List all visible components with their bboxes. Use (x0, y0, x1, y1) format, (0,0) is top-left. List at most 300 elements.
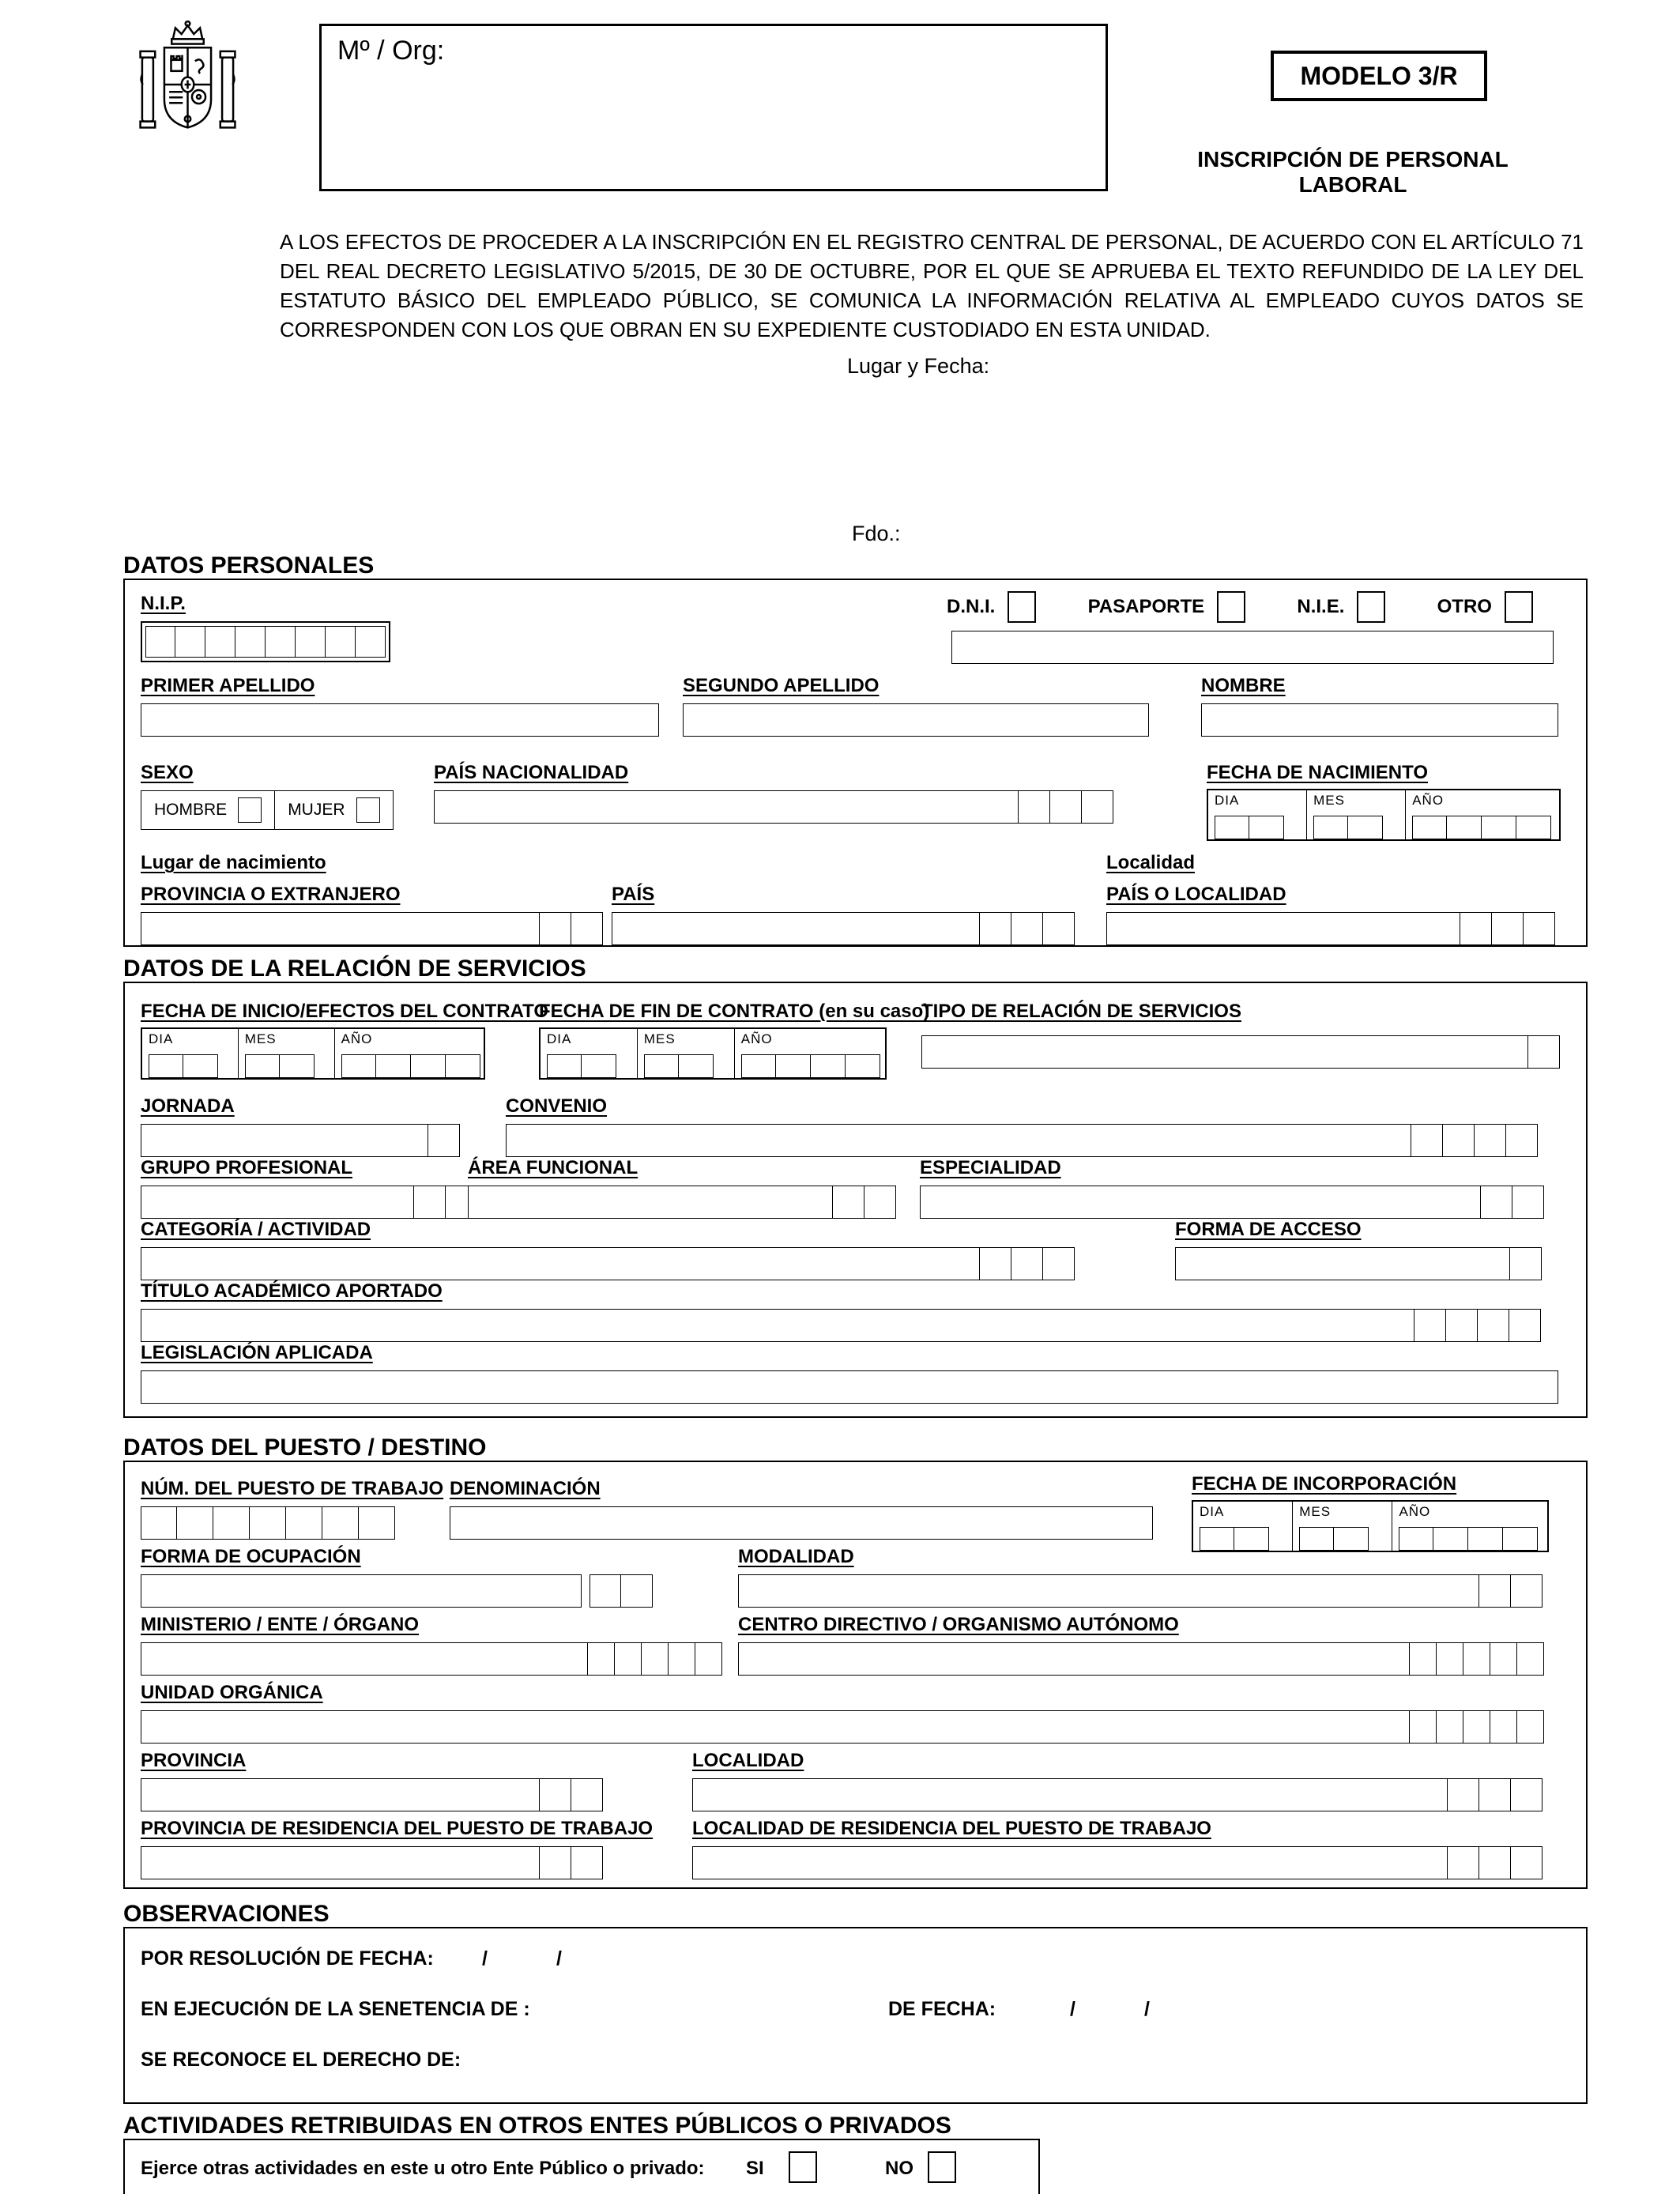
field-centro-directivo (738, 1614, 1544, 1676)
date-mes-cells (245, 1054, 334, 1078)
field-pais (612, 884, 1075, 945)
date-dia-cell[interactable] (582, 1054, 616, 1078)
date-ano-cell[interactable] (446, 1054, 480, 1078)
area-funcional-label: ÁREA FUNCIONAL (468, 1157, 638, 1178)
ministerio-code-cell[interactable] (642, 1642, 669, 1676)
field-tipo-relacion (921, 1001, 1560, 1069)
num-puesto-cell[interactable] (177, 1506, 213, 1540)
field-segundo-apellido (683, 675, 1149, 737)
jornada-input[interactable] (141, 1124, 428, 1157)
date-dia-group (142, 1029, 239, 1078)
section-observaciones (123, 1902, 1592, 2104)
forma-acceso-input[interactable] (1175, 1247, 1510, 1280)
date-mes-label: MES (1299, 1504, 1332, 1519)
field-fecha-fin (539, 1001, 929, 1080)
primer-apellido-input[interactable] (141, 703, 659, 737)
categoria-code-cell[interactable] (980, 1247, 1011, 1280)
actividades-question-label: Ejerce otras actividades en este u otro Ente Público o privado: (141, 2158, 705, 2179)
section-title-observaciones: OBSERVACIONES (123, 1901, 330, 1927)
provincia-residencia-code-cell[interactable] (571, 1846, 603, 1879)
date-ano-group (1406, 790, 1559, 839)
date-ano-label: AÑO (1399, 1504, 1431, 1519)
date-dia-group (1193, 1502, 1293, 1551)
date-mes-label: MES (643, 1031, 676, 1046)
jornada-code-cell[interactable] (428, 1124, 460, 1157)
fecha-incorporacion-label: FECHA DE INCORPORACIÓN (1192, 1473, 1457, 1495)
pais-label: PAÍS (612, 884, 655, 905)
grupo-profesional-label: GRUPO PROFESIONAL (141, 1157, 353, 1178)
num-puesto-cell[interactable] (322, 1506, 359, 1540)
segundo-apellido-input[interactable] (683, 703, 1149, 737)
field-ministerio (141, 1614, 722, 1676)
doc-type-nie (1297, 591, 1385, 623)
localidad-residencia-code-cells (1448, 1846, 1543, 1879)
centro-directivo-code-cell[interactable] (1517, 1642, 1544, 1676)
forma-ocupacion-input[interactable] (141, 1574, 582, 1608)
date-mes-label: MES (244, 1031, 277, 1046)
provincia-puesto-code-cell[interactable] (571, 1778, 603, 1811)
tipo-relacion-code-cell[interactable] (1528, 1035, 1560, 1069)
form-body (123, 553, 1592, 2194)
date-dia-cell[interactable] (1249, 816, 1284, 839)
date-ano-cell[interactable] (1516, 816, 1551, 839)
pais-code-cell[interactable] (980, 912, 1011, 945)
date-mes-label: MES (1313, 793, 1345, 808)
field-especialidad (920, 1157, 1544, 1219)
date-mes-cell[interactable] (679, 1054, 714, 1078)
date-ano-label: AÑO (740, 1031, 773, 1046)
categoria-actividad-input[interactable] (141, 1247, 980, 1280)
no-checkbox[interactable] (928, 2151, 956, 2183)
doc-type-row (947, 591, 1533, 623)
date-ano-cell[interactable] (846, 1054, 880, 1078)
localidad-residencia-code-cell[interactable] (1511, 1846, 1543, 1879)
categoria-actividad-label: CATEGORÍA / ACTIVIDAD (141, 1219, 371, 1240)
date-dia-label: DIA (1200, 1504, 1225, 1519)
doc-type-otro (1437, 591, 1533, 623)
pais-nacionalidad-label: PAÍS NACIONALIDAD (434, 762, 629, 783)
centro-directivo-code-cell[interactable] (1437, 1642, 1463, 1676)
date-dia-cells (149, 1054, 238, 1078)
jornada-code-cells (428, 1124, 460, 1157)
nip-digit-cell[interactable] (326, 626, 356, 658)
section-relacion-servicios (123, 956, 1592, 1418)
convenio-code-cell[interactable] (1506, 1124, 1538, 1157)
centro-directivo-code-cell[interactable] (1463, 1642, 1490, 1676)
date-mes-group (239, 1029, 335, 1078)
pasaporte-checkbox[interactable] (1217, 591, 1245, 623)
date-mes-cell[interactable] (1348, 816, 1383, 839)
no-label: NO (885, 2158, 913, 2179)
modalidad-code-cells (1479, 1574, 1543, 1608)
localidad-residencia-label: LOCALIDAD DE RESIDENCIA DEL PUESTO DE TRABAJO (692, 1818, 1211, 1839)
pais-input[interactable] (612, 912, 980, 945)
especialidad-input[interactable] (920, 1186, 1481, 1219)
field-fecha-inicio (141, 1001, 548, 1080)
provincia-residencia-code-cell[interactable] (540, 1846, 571, 1879)
titulo-academico-code-cell[interactable] (1414, 1309, 1446, 1342)
localidad-puesto-label: LOCALIDAD (692, 1750, 804, 1771)
fecha-fin-label: FECHA DE FIN DE CONTRATO (en su caso) (539, 1001, 930, 1022)
pais-code-cell[interactable] (1043, 912, 1075, 945)
ministerio-code-cells (588, 1642, 722, 1676)
grupo-profesional-input[interactable] (141, 1186, 414, 1219)
convenio-label: CONVENIO (506, 1095, 608, 1117)
localidad-residencia-code-cell[interactable] (1479, 1846, 1511, 1879)
field-pais-localidad (1106, 884, 1555, 945)
field-localidad-puesto (692, 1750, 1543, 1811)
sexo-label: SEXO (141, 762, 194, 783)
pais-nacionalidad-code-cells (1019, 790, 1113, 824)
pais-nacionalidad-input[interactable] (434, 790, 1019, 824)
especialidad-code-cell[interactable] (1512, 1186, 1544, 1219)
otro-label: OTRO (1437, 596, 1492, 617)
provincia-puesto-input[interactable] (141, 1778, 540, 1811)
doc-type-dni (947, 591, 1036, 623)
provincia-puesto-label: PROVINCIA (141, 1750, 247, 1771)
fecha-fin-datebox (539, 1027, 887, 1080)
si-checkbox[interactable] (789, 2151, 817, 2183)
section-datos-personales (123, 553, 1592, 947)
model-badge (1271, 51, 1487, 101)
forma-ocupacion-code-cell[interactable] (590, 1574, 621, 1608)
field-num-puesto (141, 1478, 443, 1540)
unidad-organica-label: UNIDAD ORGÁNICA (141, 1682, 323, 1703)
field-provincia-puesto (141, 1750, 603, 1811)
provincia-residencia-input[interactable] (141, 1846, 540, 1879)
field-categoria-actividad (141, 1219, 1075, 1280)
date-dia-cell[interactable] (183, 1054, 218, 1078)
jornada-label: JORNADA (141, 1095, 235, 1117)
field-fecha-nacimiento (1207, 762, 1561, 841)
date-mes-cell[interactable] (1313, 816, 1348, 839)
date-ano-cell[interactable] (1447, 816, 1482, 839)
forma-ocupacion-code-cells (590, 1574, 653, 1608)
pais-nacionalidad-code-cell[interactable] (1082, 790, 1113, 824)
ministerio-code-cell[interactable] (669, 1642, 695, 1676)
nip-digit-cell[interactable] (145, 626, 175, 658)
forma-acceso-code-cell[interactable] (1510, 1247, 1542, 1280)
provincia-extranjero-label: PROVINCIA O EXTRANJERO (141, 884, 401, 905)
field-convenio (506, 1095, 1538, 1157)
pais-localidad-code-cell[interactable] (1492, 912, 1524, 945)
lugar-nacimiento-label: Lugar de nacimiento (141, 852, 326, 873)
date-ano-cell[interactable] (376, 1054, 411, 1078)
date-ano-group (735, 1029, 885, 1078)
fecha-inicio-label: FECHA DE INICIO/EFECTOS DEL CONTRATO (141, 1001, 549, 1022)
unidad-organica-code-cell[interactable] (1463, 1710, 1490, 1744)
pais-localidad-code-cells (1460, 912, 1555, 945)
nie-label: N.I.E. (1297, 596, 1345, 617)
date-dia-cell[interactable] (1215, 816, 1249, 839)
ministerio-code-cell[interactable] (695, 1642, 722, 1676)
ejecucion-sentencia-label: EN EJECUCIÓN DE LA SENETENCIA DE : (141, 1998, 530, 2020)
section-title-actividades: ACTIVIDADES RETRIBUIDAS EN OTROS ENTES PÚBLICOS O PRIVADOS (123, 2113, 951, 2139)
datos-personales-box (123, 579, 1588, 947)
nip-digit-cell[interactable] (205, 626, 235, 658)
field-forma-acceso (1175, 1219, 1542, 1280)
ministerio-code-cell[interactable] (588, 1642, 615, 1676)
convenio-code-cell[interactable] (1443, 1124, 1475, 1157)
hombre-label: HOMBRE (154, 801, 228, 819)
tipo-relacion-label: TIPO DE RELACIÓN DE SERVICIOS (921, 1001, 1241, 1022)
date-dia-label: DIA (149, 1031, 174, 1046)
observaciones-box (123, 1927, 1588, 2104)
nie-checkbox[interactable] (1357, 591, 1385, 623)
unidad-organica-code-cell[interactable] (1490, 1710, 1517, 1744)
unidad-organica-code-cell[interactable] (1410, 1710, 1437, 1744)
date-dia-cells (547, 1054, 637, 1078)
mujer-checkbox[interactable] (356, 797, 380, 823)
date-ano-cell[interactable] (411, 1054, 446, 1078)
ministerio-input[interactable] (141, 1642, 588, 1676)
localidad-label: Localidad (1106, 852, 1196, 873)
date-ano-cells (1412, 816, 1559, 839)
legislacion-label: LEGISLACIÓN APLICADA (141, 1342, 373, 1363)
area-funcional-input[interactable] (468, 1186, 833, 1219)
de-fecha-slash-1: / (1070, 1998, 1075, 2020)
pais-nacionalidad-code-cell[interactable] (1050, 790, 1082, 824)
nip-digit-cell[interactable] (356, 626, 386, 658)
date-mes-group (1307, 790, 1406, 839)
denominacion-input[interactable] (450, 1506, 1153, 1540)
form-title: INSCRIPCIÓN DE PERSONAL LABORAL (1197, 147, 1509, 197)
categoria-code-cells (980, 1247, 1075, 1280)
localidad-puesto-code-cell[interactable] (1511, 1778, 1543, 1811)
sexo-option-mujer (274, 791, 392, 829)
provincia-residencia-code-cells (540, 1846, 603, 1879)
date-ano-cell[interactable] (341, 1054, 376, 1078)
pais-nacionalidad-code-cell[interactable] (1019, 790, 1050, 824)
date-dia-cell[interactable] (149, 1054, 183, 1078)
spain-coat-of-arms-icon (138, 21, 237, 151)
categoria-code-cell[interactable] (1043, 1247, 1075, 1280)
provincia-puesto-code-cells (540, 1778, 603, 1811)
date-mes-group (638, 1029, 735, 1078)
model-badge-text: MODELO 3/R (1300, 61, 1458, 90)
field-nombre (1201, 675, 1558, 737)
titulo-academico-label: TÍTULO ACADÉMICO APORTADO (141, 1280, 443, 1302)
num-puesto-cells (141, 1506, 395, 1540)
nip-cells (141, 621, 390, 662)
field-area-funcional (468, 1157, 896, 1219)
area-funcional-code-cell[interactable] (833, 1186, 864, 1219)
num-puesto-cell[interactable] (359, 1506, 395, 1540)
si-label: SI (746, 2158, 764, 2179)
doc-type-pasaporte (1088, 591, 1246, 623)
forma-acceso-label: FORMA DE ACCESO (1175, 1219, 1362, 1240)
nombre-input[interactable] (1201, 703, 1558, 737)
modalidad-code-cell[interactable] (1511, 1574, 1543, 1608)
area-funcional-code-cell[interactable] (864, 1186, 896, 1219)
field-legislacion (141, 1342, 1558, 1404)
date-ano-label: AÑO (1412, 793, 1445, 808)
fecha-nacimiento-datebox (1207, 789, 1561, 841)
unidad-organica-code-cell[interactable] (1517, 1710, 1544, 1744)
date-ano-cell[interactable] (1412, 816, 1447, 839)
puesto-destino-box (123, 1461, 1588, 1889)
num-puesto-cell[interactable] (213, 1506, 250, 1540)
convenio-code-cells (1411, 1124, 1538, 1157)
tipo-relacion-input[interactable] (921, 1035, 1528, 1069)
num-puesto-cell[interactable] (286, 1506, 322, 1540)
legal-text: A LOS EFECTOS DE PROCEDER A LA INSCRIPCIÓN EN EL REGISTRO CENTRAL DE PERSONAL, DE ACUERDO CON EL ARTÍCULO 71 DEL REAL DECRETO LEGISLATIVO 5/2015, DE 30 DE OCTUBRE, POR EL QUE SE APRUEBA EL TEXTO REFUNDIDO DE LA LEY DEL ESTATUTO BÁSICO DEL EMPLEADO PÚBLICO, SE COMUNICA LA INFORMACIÓN RELATIVA AL EMPLEADO CUYOS DATOS SE CORRESPONDEN CON LOS QUE OBRAN EN SU EXPEDIENTE CUSTODIADO EN ESTA UNIDAD. (280, 230, 1584, 341)
centro-directivo-label: CENTRO DIRECTIVO / ORGANISMO AUTÓNOMO (738, 1614, 1179, 1635)
segundo-apellido-label: SEGUNDO APELLIDO (683, 675, 880, 696)
sexo-option-hombre (141, 791, 274, 829)
provincia-puesto-code-cell[interactable] (540, 1778, 571, 1811)
date-dia-label: DIA (1215, 793, 1240, 808)
num-puesto-label: NÚM. DEL PUESTO DE TRABAJO (141, 1478, 444, 1499)
date-ano-group (335, 1029, 484, 1078)
date-mes-cells (1313, 816, 1405, 839)
provincia-residencia-label: PROVINCIA DE RESIDENCIA DEL PUESTO DE TRABAJO (141, 1818, 654, 1839)
pais-localidad-label: PAÍS O LOCALIDAD (1106, 884, 1286, 905)
date-mes-group (1293, 1502, 1392, 1551)
nip-digit-cell[interactable] (175, 626, 205, 658)
num-puesto-cell[interactable] (141, 1506, 177, 1540)
fecha-inicio-datebox (141, 1027, 485, 1080)
unidad-organica-code-cell[interactable] (1437, 1710, 1463, 1744)
field-unidad-organica (141, 1682, 1544, 1744)
date-dia-group (1208, 790, 1307, 839)
area-funcional-code-cells (833, 1186, 896, 1219)
forma-acceso-code-cells (1510, 1247, 1542, 1280)
date-ano-label: AÑO (341, 1031, 373, 1046)
date-ano-cell[interactable] (776, 1054, 811, 1078)
centro-directivo-code-cell[interactable] (1410, 1642, 1437, 1676)
provincia-extranjero-code-cell[interactable] (571, 912, 603, 945)
pasaporte-label: PASAPORTE (1087, 596, 1205, 617)
relacion-servicios-box (123, 982, 1588, 1418)
nip-digit-cell[interactable] (235, 626, 266, 658)
signature-label: Fdo.: (852, 522, 901, 545)
titulo-academico-code-cell[interactable] (1446, 1309, 1478, 1342)
provincia-extranjero-code-cell[interactable] (540, 912, 571, 945)
place-date-label: Lugar y Fecha: (847, 354, 990, 378)
ministerio-code-cell[interactable] (615, 1642, 642, 1676)
modalidad-label: MODALIDAD (738, 1546, 854, 1567)
section-puesto-destino (123, 1435, 1592, 1889)
convenio-code-cell[interactable] (1411, 1124, 1443, 1157)
dni-checkbox[interactable] (1008, 591, 1036, 623)
field-primer-apellido (141, 675, 659, 737)
resolucion-slash-1: / (482, 1947, 488, 1970)
tipo-relacion-code-cells (1528, 1035, 1560, 1069)
forma-ocupacion-code-cell[interactable] (621, 1574, 653, 1608)
doc-number-input[interactable] (951, 631, 1554, 664)
field-modalidad (738, 1546, 1543, 1608)
field-grupo-profesional (141, 1157, 477, 1219)
nip-digit-cell[interactable] (266, 626, 296, 658)
date-dia-cell[interactable] (547, 1054, 582, 1078)
centro-directivo-input[interactable] (738, 1642, 1410, 1676)
convenio-input[interactable] (506, 1124, 1411, 1157)
fecha-incorporacion-datebox (1192, 1500, 1549, 1552)
ministerio-label: MINISTERIO / ENTE / ÓRGANO (141, 1614, 420, 1635)
date-dia-group (541, 1029, 638, 1078)
unidad-organica-code-cells (1410, 1710, 1544, 1744)
localidad-residencia-input[interactable] (692, 1846, 1448, 1879)
ministry-org-box[interactable] (319, 24, 1108, 191)
fecha-nacimiento-label: FECHA DE NACIMIENTO (1207, 762, 1429, 783)
centro-directivo-code-cell[interactable] (1490, 1642, 1517, 1676)
centro-directivo-code-cells (1410, 1642, 1544, 1676)
localidad-puesto-code-cell[interactable] (1479, 1778, 1511, 1811)
date-ano-cells (341, 1054, 484, 1078)
unidad-organica-input[interactable] (141, 1710, 1410, 1744)
date-ano-group (1392, 1502, 1547, 1551)
modalidad-code-cell[interactable] (1479, 1574, 1511, 1608)
modalidad-input[interactable] (738, 1574, 1479, 1608)
reconoce-derecho-label: SE RECONOCE EL DERECHO DE: (141, 2049, 461, 2071)
section-actividades (123, 2113, 1592, 2194)
provincia-extranjero-code-cells (540, 912, 603, 945)
date-ano-cells (741, 1054, 885, 1078)
localidad-puesto-code-cell[interactable] (1448, 1778, 1479, 1811)
date-dia-label: DIA (547, 1031, 572, 1046)
pais-localidad-input[interactable] (1106, 912, 1460, 945)
mujer-label: MUJER (288, 801, 345, 819)
field-jornada (141, 1095, 460, 1157)
hombre-checkbox[interactable] (238, 797, 262, 823)
pais-localidad-code-cell[interactable] (1524, 912, 1555, 945)
ministry-org-label: Mº / Org: (337, 36, 445, 66)
field-pais-nacionalidad (434, 762, 1113, 824)
pais-localidad-code-cell[interactable] (1460, 912, 1492, 945)
pais-code-cells (980, 912, 1075, 945)
date-mes-cell[interactable] (644, 1054, 679, 1078)
nip-digit-cell[interactable] (296, 626, 326, 658)
otro-checkbox[interactable] (1505, 591, 1533, 623)
field-forma-ocupacion (141, 1546, 653, 1608)
field-nip (141, 593, 390, 662)
legislacion-input[interactable] (141, 1370, 1558, 1404)
date-ano-cell[interactable] (741, 1054, 776, 1078)
provincia-extranjero-input[interactable] (141, 912, 540, 945)
especialidad-code-cell[interactable] (1481, 1186, 1512, 1219)
localidad-puesto-input[interactable] (692, 1778, 1448, 1811)
convenio-code-cell[interactable] (1475, 1124, 1506, 1157)
pais-code-cell[interactable] (1011, 912, 1043, 945)
localidad-residencia-code-cell[interactable] (1448, 1846, 1479, 1879)
field-sexo (141, 762, 394, 830)
date-dia-cells (1215, 816, 1306, 839)
date-mes-cell[interactable] (280, 1054, 315, 1078)
num-puesto-cell[interactable] (250, 1506, 286, 1540)
titulo-academico-code-cell[interactable] (1509, 1309, 1541, 1342)
especialidad-code-cells (1481, 1186, 1544, 1219)
titulo-academico-code-cells (1414, 1309, 1541, 1342)
dni-label: D.N.I. (947, 596, 996, 617)
resolucion-fecha-label: POR RESOLUCIÓN DE FECHA: (141, 1947, 434, 1970)
date-ano-cell[interactable] (811, 1054, 846, 1078)
date-ano-cell[interactable] (1482, 816, 1516, 839)
date-mes-cell[interactable] (245, 1054, 280, 1078)
field-titulo-academico (141, 1280, 1541, 1342)
forma-ocupacion-label: FORMA DE OCUPACIÓN (141, 1546, 361, 1567)
titulo-academico-input[interactable] (141, 1309, 1414, 1342)
titulo-academico-code-cell[interactable] (1478, 1309, 1509, 1342)
categoria-code-cell[interactable] (1011, 1247, 1043, 1280)
field-fecha-incorporacion (1192, 1473, 1549, 1552)
field-denominacion (450, 1478, 1153, 1540)
especialidad-label: ESPECIALIDAD (920, 1157, 1061, 1178)
field-provincia-extranjero (141, 884, 603, 945)
resolucion-slash-2: / (556, 1947, 562, 1970)
grupo-profesional-code-cell[interactable] (414, 1186, 446, 1219)
date-mes-cells (644, 1054, 734, 1078)
